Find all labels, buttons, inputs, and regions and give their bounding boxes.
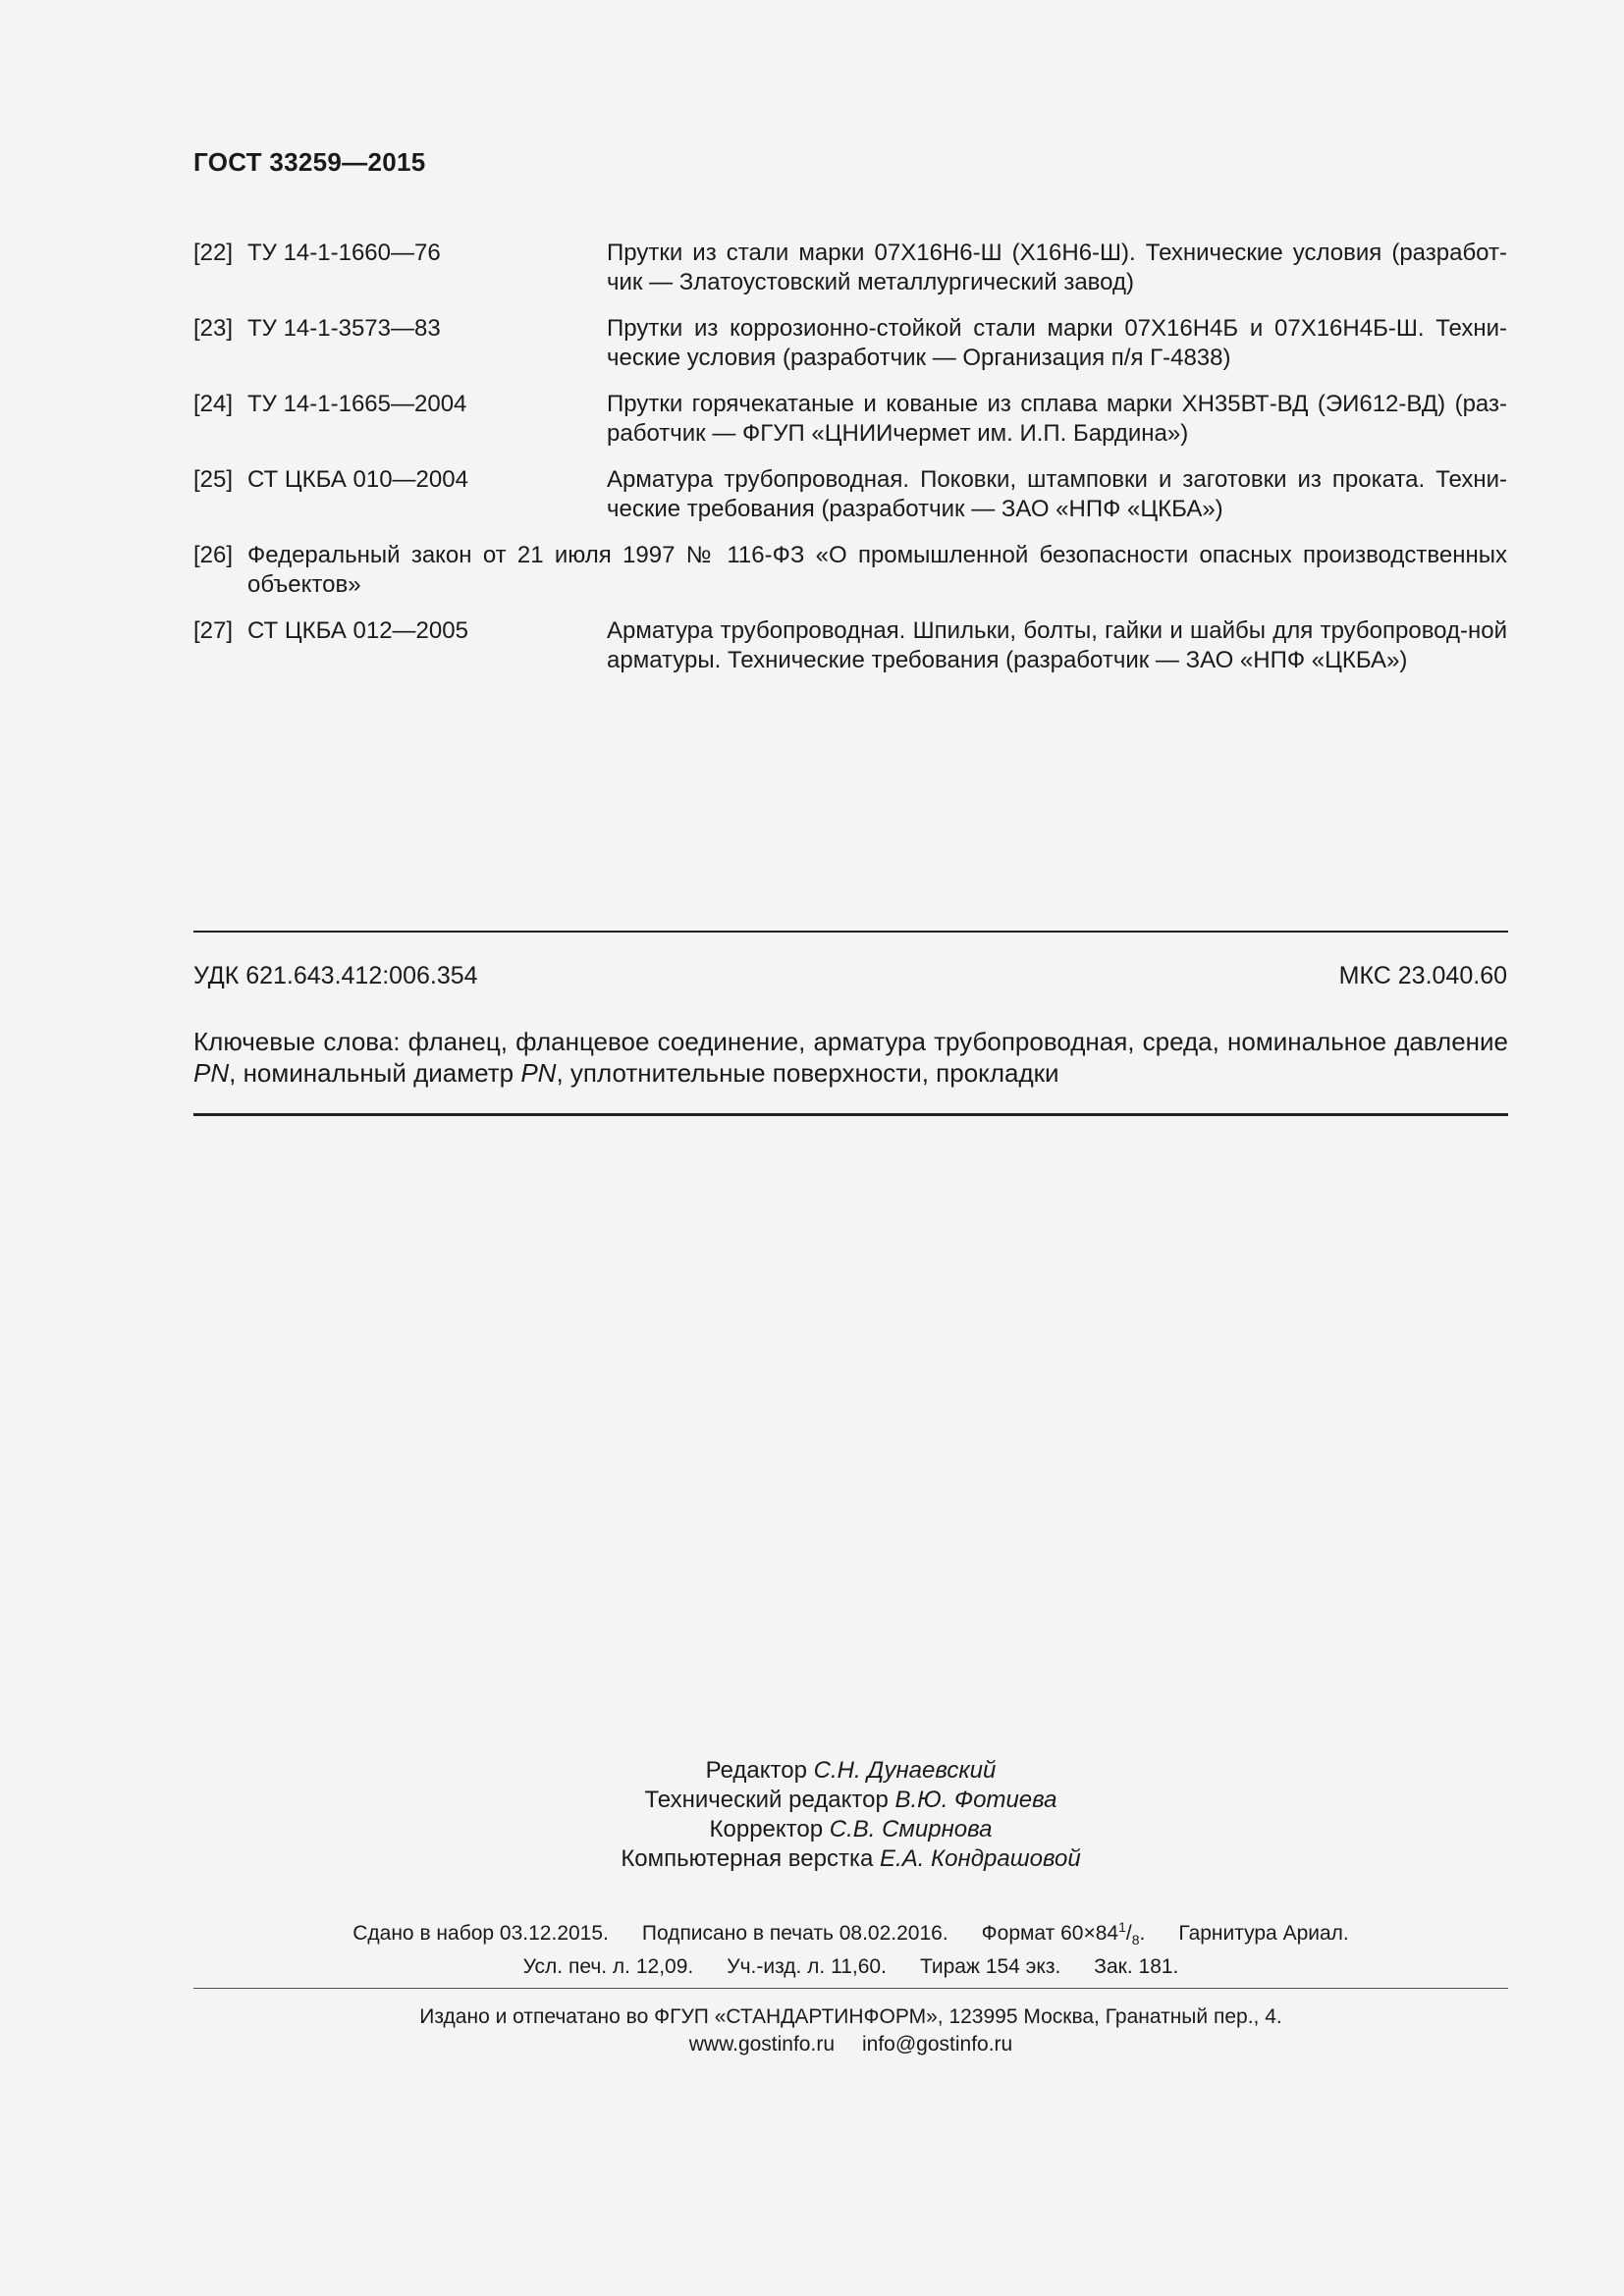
reference-description: Прутки из стали марки 07Х16Н6-Ш (Х16Н6-Ш). Технические условия (разработ-чик — Златоустовский металлургический завод) [607,240,1507,295]
publisher-address: Издано и отпечатано во ФГУП «СТАНДАРТИНФОРМ», 123995 Москва, Гранатный пер., 4. [419,2005,1282,2028]
print-sheets: Усл. печ. л. 12,09. [522,1955,694,1978]
document-header: ГОСТ 33259—2015 [193,147,426,177]
reference-description: Арматура трубопроводная. Поковки, штамповки и заготовки из проката. Техни-ческие требования (разработчик — ЗАО «НПФ «ЦКБА») [607,466,1507,522]
reference-number: [26] [193,542,234,568]
submitted-date: Сдано в набор 03.12.2015. [352,1922,609,1945]
mks-code: МКС 23.040.60 [1338,962,1507,989]
credits-block [193,1756,1508,1874]
keywords-text: , уплотнительные поверхности, прокладки [556,1058,1059,1088]
reference-description: Прутки горячекатаные и кованые из сплава марки ХН35ВТ-ВД (ЭИ612-ВД) (раз-работчик — ФГУП «ЦНИИчермет им. И.П. Бардина») [607,391,1507,447]
publisher-block [193,2003,1508,2058]
divider-line [193,931,1508,933]
reference-code: ТУ 14-1-3573—83 [247,315,441,342]
reference-code: СТ ЦКБА 010—2004 [247,466,468,493]
order-number: Зак. 181. [1094,1955,1179,1978]
print-info [193,1913,1508,1981]
print-info-line-1 [193,1913,1508,1953]
publisher-contacts [193,2031,1508,2058]
reference-description: Федеральный закон от 21 июля 1997 № 116-ФЗ «О промышленной безопасности опасных производственных объектов» [247,542,1507,598]
typeface: Гарнитура Ариал. [1178,1922,1349,1945]
credit-name: С.В. Смирнова [829,1816,993,1842]
credit-role: Корректор [709,1816,830,1842]
reference-number: [24] [193,391,234,417]
reference-number: [25] [193,466,234,493]
keywords-text: Ключевые слова: фланец, фланцевое соединение, арматура трубопроводная, среда, номинальное давление [193,1027,1508,1056]
credit-name: В.Ю. Фотиева [894,1787,1057,1813]
print-info-line-2 [193,1953,1508,1981]
keywords-paragraph [193,1026,1508,1089]
credit-role: Технический редактор [644,1787,895,1813]
reference-item [193,239,1507,297]
credit-tech-editor [193,1786,1508,1815]
reference-code: ТУ 14-1-1665—2004 [247,391,467,417]
reference-description: Арматура трубопроводная. Шпильки, болты, гайки и шайбы для трубопровод-ной арматуры. Технические требования (разработчик — ЗАО «НПФ «ЦКБА») [607,617,1507,673]
keyword-pn: PN [520,1058,557,1088]
keywords-text: , номинальный диаметр [229,1058,521,1088]
reference-item [193,465,1507,524]
reference-item [193,541,1507,600]
email-link[interactable]: info@gostinfo.ru [862,2033,1013,2056]
credit-role: Компьютерная верстка [621,1845,881,1872]
udk-code: УДК 621.643.412:006.354 [193,962,478,989]
bibliography-list [193,239,1507,692]
reference-number: [22] [193,240,234,266]
reference-item [193,314,1507,373]
reference-item [193,390,1507,449]
signed-date: Подписано в печать 08.02.2016. [641,1922,948,1945]
website-link[interactable]: www.gostinfo.ru [688,2033,835,2056]
credit-role: Редактор [705,1757,814,1784]
reference-description: Прутки из коррозионно-стойкой стали марки 07Х16Н4Б и 07Х16Н4Б-Ш. Техни-ческие условия (разработчик — Организация п/я Г-4838) [607,315,1507,371]
credit-name: С.Н. Дунаевский [813,1757,997,1784]
circulation: Тираж 154 экз. [919,1955,1061,1978]
reference-item [193,616,1507,675]
credit-editor [193,1756,1508,1786]
reference-code: ТУ 14-1-1660—76 [247,240,441,266]
reference-number: [23] [193,315,234,342]
divider-line [193,1113,1508,1116]
credit-name: Е.А. Кондрашовой [880,1845,1081,1872]
paper-format: Формат $60\times 84^1/_8$. [981,1919,1146,1948]
credit-proofreader [193,1815,1508,1844]
reference-code: СТ ЦКБА 012—2005 [247,617,468,644]
keyword-pn: PN [193,1058,230,1088]
reference-number: [27] [193,617,234,644]
publisher-sheets: Уч.-изд. л. 11,60. [727,1955,887,1978]
divider-line [193,1988,1508,1989]
credit-layout [193,1844,1508,1874]
